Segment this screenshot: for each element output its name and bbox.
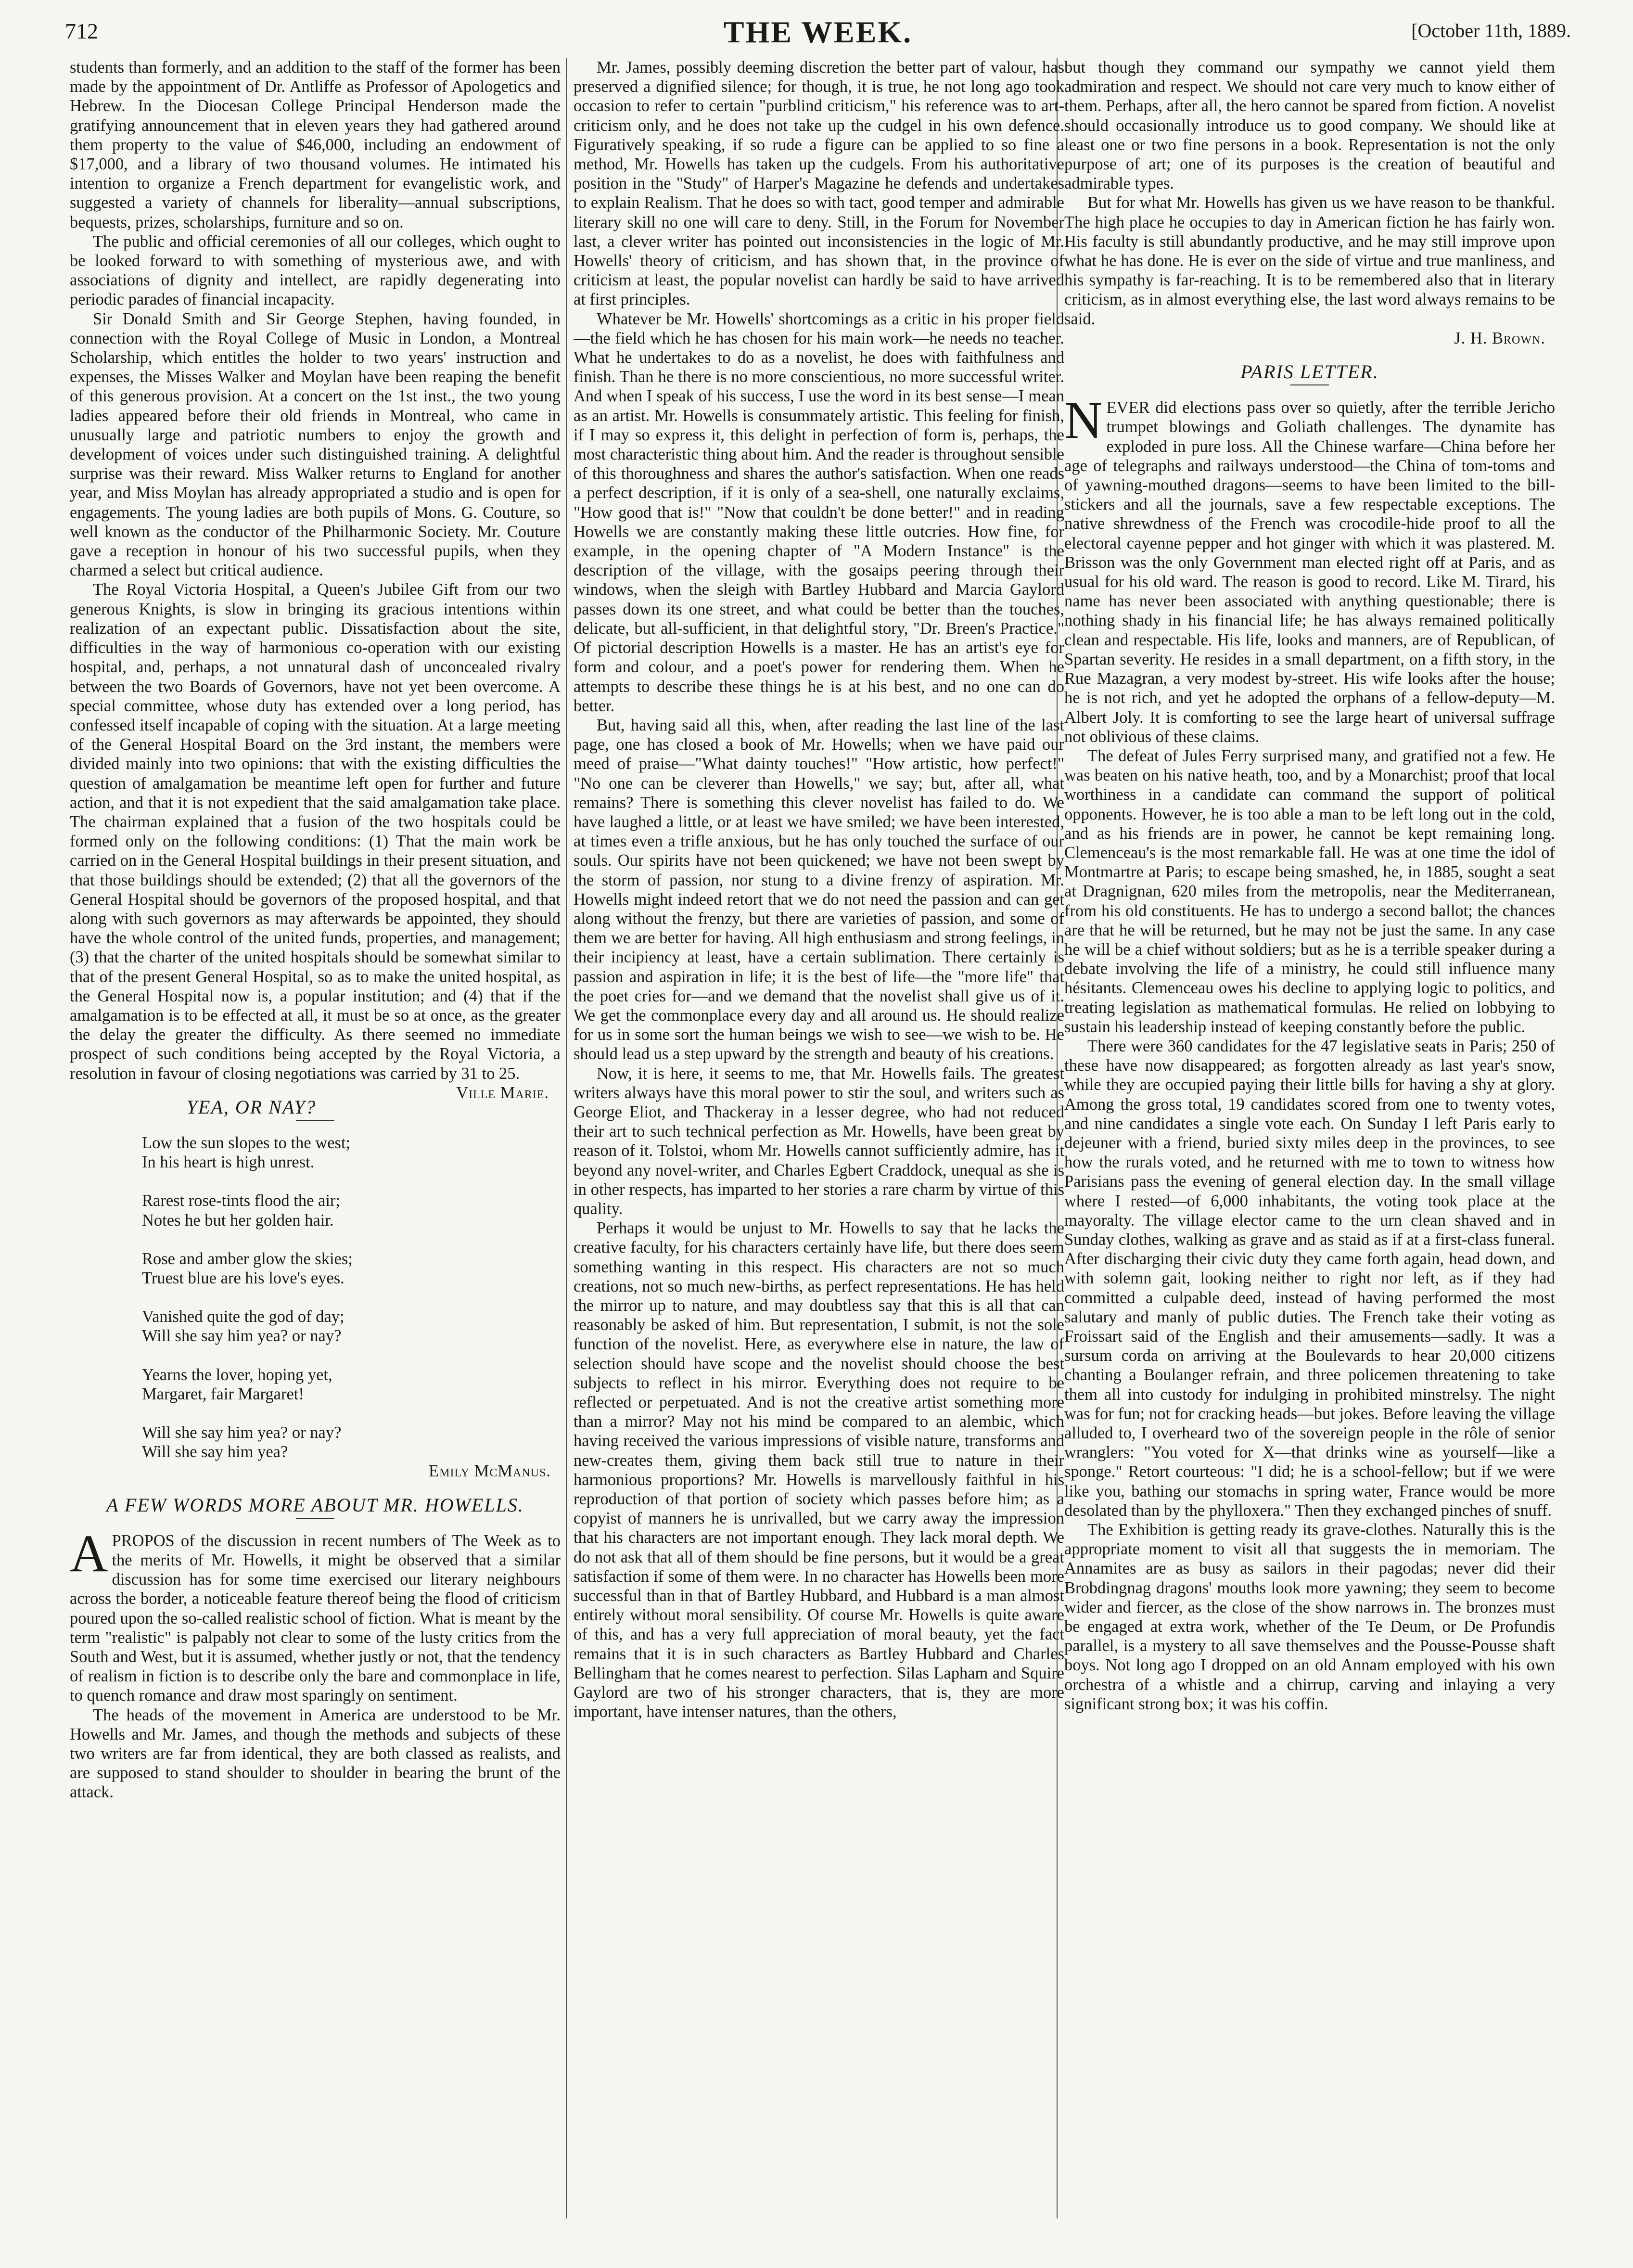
paragraph: The heads of the movement in America are understood to be Mr. Howells and Mr. James, and though the methods and subjects of these two writers are far from identical, they are both classed as realists, and are supposed to stand shoulder to shoulder in bearing the brunt of the attack. xyxy=(70,1705,561,1802)
poem-line: Yearns the lover, hoping yet, xyxy=(142,1365,332,1384)
paragraph: Perhaps it would be unjust to Mr. Howells to say that he lacks the creative faculty, for his characters certainly have life, but there does seem something wanting in this respect. His characters are not so much creations, not so much new-births, as perfect representations. He has held the mirror up to nature, and may doubtless say that this is all that can reasonably be asked of him. But representation, I submit, is not the sole function of the novelist. Here, as everywhere else in nature, the law of selection should have scope and the novelist should choose the best subjects to reflect in his mirror. Everything does not require to be reflected or perpetuated. And is not the creative artist something more than a mirror? May not his mind be compared to an alembic, which having received the various impressions of visible nature, transforms and new-creates them, giving them back still true to nature in their harmonious proportions? Mr. Howells is marvellously faithful in his reproduction of that portion of society which passes before him; as a copyist of manners he is unrivalled, but we carry away the impression that his characters are not important enough. They lack moral depth. We do not ask that all of them should be fine persons, but it would be a great satisfaction if some of them were. In no character has Howells been more successful than in that of Bartley Hubbard, and Hubbard is a man almost entirely without moral sensibility. Of course Mr. Howells is quite aware of this, and has a very full appreciation of moral beauty, yet the fact remains that it is in such characters as Bartley Hubbard and Charles Bellingham that he comes nearest to perfection. Silas Lapham and Squire Gaylord are two of his stronger characters, that is, they are more important, have intenser natures, than the others, xyxy=(574,1219,1064,1721)
poem-line: Vanished quite the god of day; xyxy=(142,1307,344,1326)
masthead: THE WEEK. xyxy=(723,15,913,49)
paragraph-text: The Royal Victoria Hospital, a Queen's Jubilee Gift from our two generous Knights, is slow in bringing its gracious intentions within realization of an expectant public. Dissatisfaction about the site, difficulties in the way of harmonious co-operation with our existing hospital, and, perhaps, a not unnatural dash of unconcealed rivalry between the two Boards of Governors, have not yet been overcome. A special committee, whose duty has extended over a long period, has confessed itself incapable of coping with the situation. At a large meeting of the General Hospital Board on the 3rd instant, the members were divided mainly into two opinions: that with the existing difficulties the question of amalgamation be meantime left open for further and future action, and that it is not expedient that the said amalgamation take place. The chairman explained that a fusion of the two hospitals could be formed only on the following conditions: (1) That the main work be carried on in the General Hospital buildings in their present situation, and that those buildings should be extended; (2) that all the governors of the General Hospital should be governors of the proposed hospital, and that along with such governors as may afterwards be appointed, they should have the whole control of the united funds, properties, and management; (3) that the charter of the united hospitals should be somewhat similar to that of the present General Hospital, so as to make the united hospital, as the General Hospital now is, a popular institution; and (4) that if the amalgamation is to be effected at all, it must be so at once, as the greater the delay the greater the difficulty. As there seemed no immediate prospect of such conditions being accepted by the Royal Victoria, a resolution in favour of closing negotiations was carried by 31 to 25. xyxy=(70,580,561,1083)
article-title: PARIS LETTER. xyxy=(1240,361,1379,383)
poem-line: Rose and amber glow the skies; xyxy=(142,1249,353,1268)
stanza xyxy=(142,1365,561,1404)
signature-j-h-brown: J. H. Brown. xyxy=(1454,329,1545,347)
poem-line: Notes he but her golden hair. xyxy=(142,1211,334,1230)
signature-ville-marie: Ville Marie. xyxy=(456,1083,549,1102)
paragraph: but though they command our sympathy we cannot yield them admiration and respect. We should not care very much to know either of them. Perhaps, after all, the hero cannot be spared from fiction. A novelist should occasionally introduce us to good company. We should like at least one or two fine persons in a book. Representation is not the only purpose of art; one of its purposes is the creation of beautiful and admirable types. xyxy=(1064,58,1555,193)
stanza xyxy=(142,1249,561,1288)
paragraph-text: PROPOS of the discussion in recent numbers of The Week as to the merits of Mr. Howells, it might be observed that a similar discussion has for some time exercised our literary neighbours across the border, a noticeable feature thereof being the flood of criticism poured upon the so-called realistic school of fiction. What is meant by the term "realistic" is palpably not clear to some of the lusty critics from the South and West, but it is assumed, whether justly or not, that the tendency of realism in fiction is to describe only the bare and commonplace in life, to quench romance and draw most sparingly on sentiment. xyxy=(70,1531,561,1705)
article-title: A FEW WORDS MORE ABOUT MR. HOWELLS. xyxy=(106,1494,524,1516)
signature-emily-mcmanus: Emily McManus. xyxy=(429,1462,551,1481)
drop-cap: A xyxy=(70,1524,108,1583)
stanza xyxy=(142,1133,561,1172)
poem-title: YEA, OR NAY? xyxy=(186,1096,317,1118)
title-rule xyxy=(296,1518,334,1519)
page-number: 712 xyxy=(65,19,98,43)
paragraph-text: EVER did elections pass over so quietly, after the terrible Jericho trumpet blowings and Goliath challenges. The dynamite has exploded in pure loss. All the Chinese warfare—China before her age of telegraphs and railways understood—the China of tom-toms and of yawning-mouthed dragons—seems to have been limited to the bill-stickers and all the journals, save a few respectable exceptions. The native shrewdness of the French was crocodile-hide proof to all the electoral cayenne pepper and hot ginger with which it was plastered. M. Brisson was the only Government man elected right off at Paris, and as usual for his old ward. The reason is good to record. Like M. Tirard, his name has never been associated with anything questionable; there is nothing shady in his financial life; he has always remained politically clean and respectable. His life, looks and manners, are of Republican, of Spartan severity. He resides in a small department, on a fifth story, in the Rue Mazagran, a very modest by-street. His wife looks after the house; he is not rich, and yet he adopted the orphans of a fellow-deputy—M. Albert Joly. It is comforting to see the large heart of universal suffrage not oblivious of these claims. xyxy=(1064,398,1555,746)
poem-line: In his heart is high unrest. xyxy=(142,1153,315,1172)
poem-line: Will she say him yea? or nay? xyxy=(142,1423,342,1442)
paragraph: There were 360 candidates for the 47 legislative seats in Paris; 250 of these have now disappeared; as forgotten already as last year's snow, while they are occupied paying their little bills for having a shy at glory. Among the gross total, 19 candidates scored from one to twenty votes, and nine candidates a single vote each. On Sunday I left Paris early to dejeuner with a friend, buried sixty miles deep in the provinces, to see how the rurals voted, and he returned with me to town to witness how Parisians pass the evening of general election day. In the small village where I rested—of 6,000 inhabitants, the voting took place at the mayoralty. The village elector came to the urn clean shaved and in Sunday clothes, walking as grave and as staid as if at a first-class funeral. After discharging their civic duty they came forth again, head down, and with solemn gait, looking neither to right nor left, as if they had committed a culpable deed, instead of having performed the most salutary and manly of public duties. The French take their voting as Froissart said of the English and their amusements—sadly. It was a sursum corda on arriving at the Boulevards to hear 20,000 citizens chanting a Boulanger refrain, and three policemen threatening to take them all into custody for indulging in prohibited minstrelsy. The night was for fun; not for cracking heads—but jokes. Before leaving the village alluded to, I overheard two of the sovereign people in the rôle of senior wranglers: "You voted for X—that drinks wine as yourself—like a sponge." Retort courteous: "I did; he is a school-fellow; but if we were like you, bathing our stomachs in spring water, France would be more desolated than by the phylloxera." Then they exchanged pinches of snuff. xyxy=(1064,1037,1555,1520)
paragraph xyxy=(1064,391,1555,746)
paragraph: The public and official ceremonies of all our colleges, which ought to be looked forward to with something of mysterious awe, and with associations of dignity and intellect, are rapidly degenerating into periodic parades of financial incapacity. xyxy=(70,232,561,309)
poem-line: Truest blue are his love's eyes. xyxy=(142,1269,344,1287)
stanza xyxy=(142,1423,561,1461)
paragraph: Whatever be Mr. Howells' shortcomings as a critic in his proper field—the field which he has chosen for his main work—he needs no teacher. What he undertakes to do as a novelist, he does with faithfulness and finish. Than he there is no more conscientious, no more successful writer. And when I speak of his success, I use the word in its best sense—I mean as an artist. Mr. Howells is consummately artistic. This feeling for finish, if I may so express it, this delight in perfection of form is, perhaps, the most characteristic thing about him. And the reader is throughout sensible of this thoroughness and shares the author's satisfaction. When one reads a perfect description, if it is only of a sea-shell, one naturally exclaims, "How good that is!" "Now that couldn't be done better!" and in reading Howells we are constantly making these little outcries. How fine, for example, in the opening chapter of "A Modern Instance" is the description of the village, with the gosaips peering through their windows, when the sleigh with Bartley Hubbard and Marcia Gaylord passes down its one street, and what could be better than the touches, delicate, but all-sufficient, in that delightful story, "Dr. Breen's Practice." Of pictorial description Howells is a master. He has an artist's eye for form and colour, and a poet's power for rendering them. When he attempts to describe these things he is at his best, and no one can do better. xyxy=(574,309,1064,715)
poem-line: Rarest rose-tints flood the air; xyxy=(142,1192,340,1210)
paragraph: Mr. James, possibly deeming discretion the better part of valour, has preserved a dignified silence; for though, it is true, he not long ago took occasion to refer to certain "purblind criticism," his reference was to art-criticism only, and he does not take up the cudgel in his own defence. Figuratively speaking, if so rude a figure can be applied to so fine a method, Mr. Howells has taken up the cudgels. From his authoritative position in the "Study" of Harper's Magazine he defends and undertakes to explain Realism. That he does so with tact, good temper and admirable literary skill no one will care to deny. Still, in the Forum for November last, a clever writer has pointed out inconsistencies in the logic of Mr. Howells' theory of criticism, and has shown that, in the province of criticism at least, the popular novelist can hardly be said to have arrived at first principles. xyxy=(574,58,1064,309)
issue-date: [October 11th, 1889. xyxy=(1411,20,1571,41)
poem-line: Will she say him yea? xyxy=(142,1443,288,1461)
paragraph: The Exhibition is getting ready its grave-clothes. Naturally this is the appropriate moment to visit all that suggests the in memoriam. The Annamites are as busy as sailors in their pagodas; never did their Brobdingnag dragons' mouths look more yawning; they seem to become wider and fiercer, as the close of the show narrows in. The bronzes must be engaged at extra work, whether of the Te Deum, or De Profundis parallel, is a mystery to all save themselves and the Pousse-Pousse shaft boys. Not long ago I dropped on an old Annam employed with his own orchestra of a whistle and a chirrup, carving and inlaying a very significant strong box; it was his coffin. xyxy=(1064,1521,1555,1713)
column-3 xyxy=(1064,58,1555,2223)
paragraph: students than formerly, and an addition to the staff of the former has been made by the appointment of Dr. Antliffe as Professor of Apologetics and Hebrew. In the Diocesan College Principal Henderson made the gratifying announcement that in eleven years they had gathered around them property to the value of $46,000, including an endowment of $17,000, and a library of two thousand volumes. He intimated his intention to organize a French department for evangelistic work, and suggested a variety of channels for liberality—annual subscriptions, bequests, prizes, scholarships, furniture and so on. xyxy=(70,58,561,231)
column-2 xyxy=(574,58,1064,2223)
paragraph: Sir Donald Smith and Sir George Stephen, having founded, in connection with the Royal College of Music in London, a Montreal Scholarship, which entitles the holder to two years' instruction and expenses, the Misses Walker and Moylan have been reaping the benefit of this generous provision. At a concert on the 1st inst., the two young ladies appeared before their old friends in Montreal, who came in unusually large and patriotic numbers to enjoy the growth and development of voices under such distinguished training. A delightful surprise was their reward. Miss Walker returns to England for another year, and Miss Moylan has already appropriated a studio and is open for engagements. The young ladies are both pupils of Mons. G. Couture, so well known as the conductor of the Philharmonic Society. Mr. Couture gave a reception in honour of his two successful pupils, when they charmed a select but critical audience. xyxy=(70,309,561,580)
column-rule-1 xyxy=(566,58,567,2218)
page-header xyxy=(65,14,1571,53)
paragraph: The defeat of Jules Ferry surprised many, and gratified not a few. He was beaten on his native heath, too, and by a Monarchist; proof that local worthiness in a candidate can command the support of political opponents. However, he is too able a man to be left long out in the cold, and as his friends are in power, he cannot be kept remaining long. Clemenceau's is the most remarkable fall. He was at one time the idol of Montmartre at Paris; to escape being smashed, he, in 1885, sought a seat at Dragnignan, 620 miles from the metropolis, near the Mediterranean, from his old constituents. He has to undergo a second ballot; the chances are that he will be returned, but he may not be just the same. In any case he will be a chief without soldiers; but as he is a terrible speaker during a debate involving the life of a ministry, he could still influence many hésitants. Clemenceau owes his decline to applying logic to politics, and treating legislation as mathematical formulas. He relied on lobbying to sustain his leadership instead of keeping constantly before the public. xyxy=(1064,746,1555,1036)
poem xyxy=(142,1133,561,1461)
paragraph xyxy=(70,1524,561,1705)
paragraph: But for what Mr. Howells has given us we have reason to be thankful. The high place he occupies to day in American fiction he has fairly won. His faculty is still abundantly productive, and he may still improve upon what he has done. He is ever on the side of virtue and true manliness, and his sympathy is far-reaching. It is to be remembered also that in literary criticism, as in almost everything else, the last word always remains to be said. xyxy=(1064,193,1555,328)
poem-line: Margaret, fair Margaret! xyxy=(142,1384,304,1403)
stanza xyxy=(142,1307,561,1345)
paragraph: But, having said all this, when, after reading the last line of the last page, one has closed a book of Mr. Howells; when we have paid our meed of praise—"What dainty touches!" "How artistic, how perfect!" "No one can be cleverer than Howells," we say; but, after all, what remains? There is something this clever novelist has failed to do. We have laughed a little, or at least we have smiled; we have been interested, at times even a trifle anxious, but he has only touched the surface of our souls. Our spirits have not been quickened; we have not been swept by the storm of passion, nor stung to a divine frenzy of aspiration. Mr. Howells might indeed retort that we do not need the passion and can get along without the frenzy, but there are varieties of passion, and some of them we are better for having. All high enthusiasm and strong feelings, in their incipiency at least, have a certain sublimation. There certainly is passion and aspiration in life; it is the best of life—the "more life" that the poet cries for—and we demand that the novelist shall give us of it. We get the commonplace every day and all around us. He should realize for us in some sort the human beings we wish to see—we wish to be. He should lead us a step upward by the strength and beauty of his creations. xyxy=(574,716,1064,1064)
drop-cap: N xyxy=(1064,391,1103,450)
paragraph xyxy=(70,580,561,1102)
column-1 xyxy=(70,58,561,2223)
poem-line: Low the sun slopes to the west; xyxy=(142,1133,351,1152)
poem-line: Will she say him yea? or nay? xyxy=(142,1327,342,1345)
stanza xyxy=(142,1191,561,1230)
title-rule xyxy=(296,1120,334,1121)
paragraph: Now, it is here, it seems to me, that Mr. Howells fails. The greatest writers always have this moral power to stir the soul, and writers such as George Eliot, and Thackeray in a lesser degree, who had not reduced their art to such technical perfection as Mr. Howells, have been great by reason of it. Tolstoi, whom Mr. Howells cannot sufficiently admire, has it beyond any novel-writer, and Charles Egbert Craddock, unequal as she is in other respects, has imparted to her stories a rare charm by virtue of this quality. xyxy=(574,1064,1064,1218)
title-rule xyxy=(1290,384,1329,385)
